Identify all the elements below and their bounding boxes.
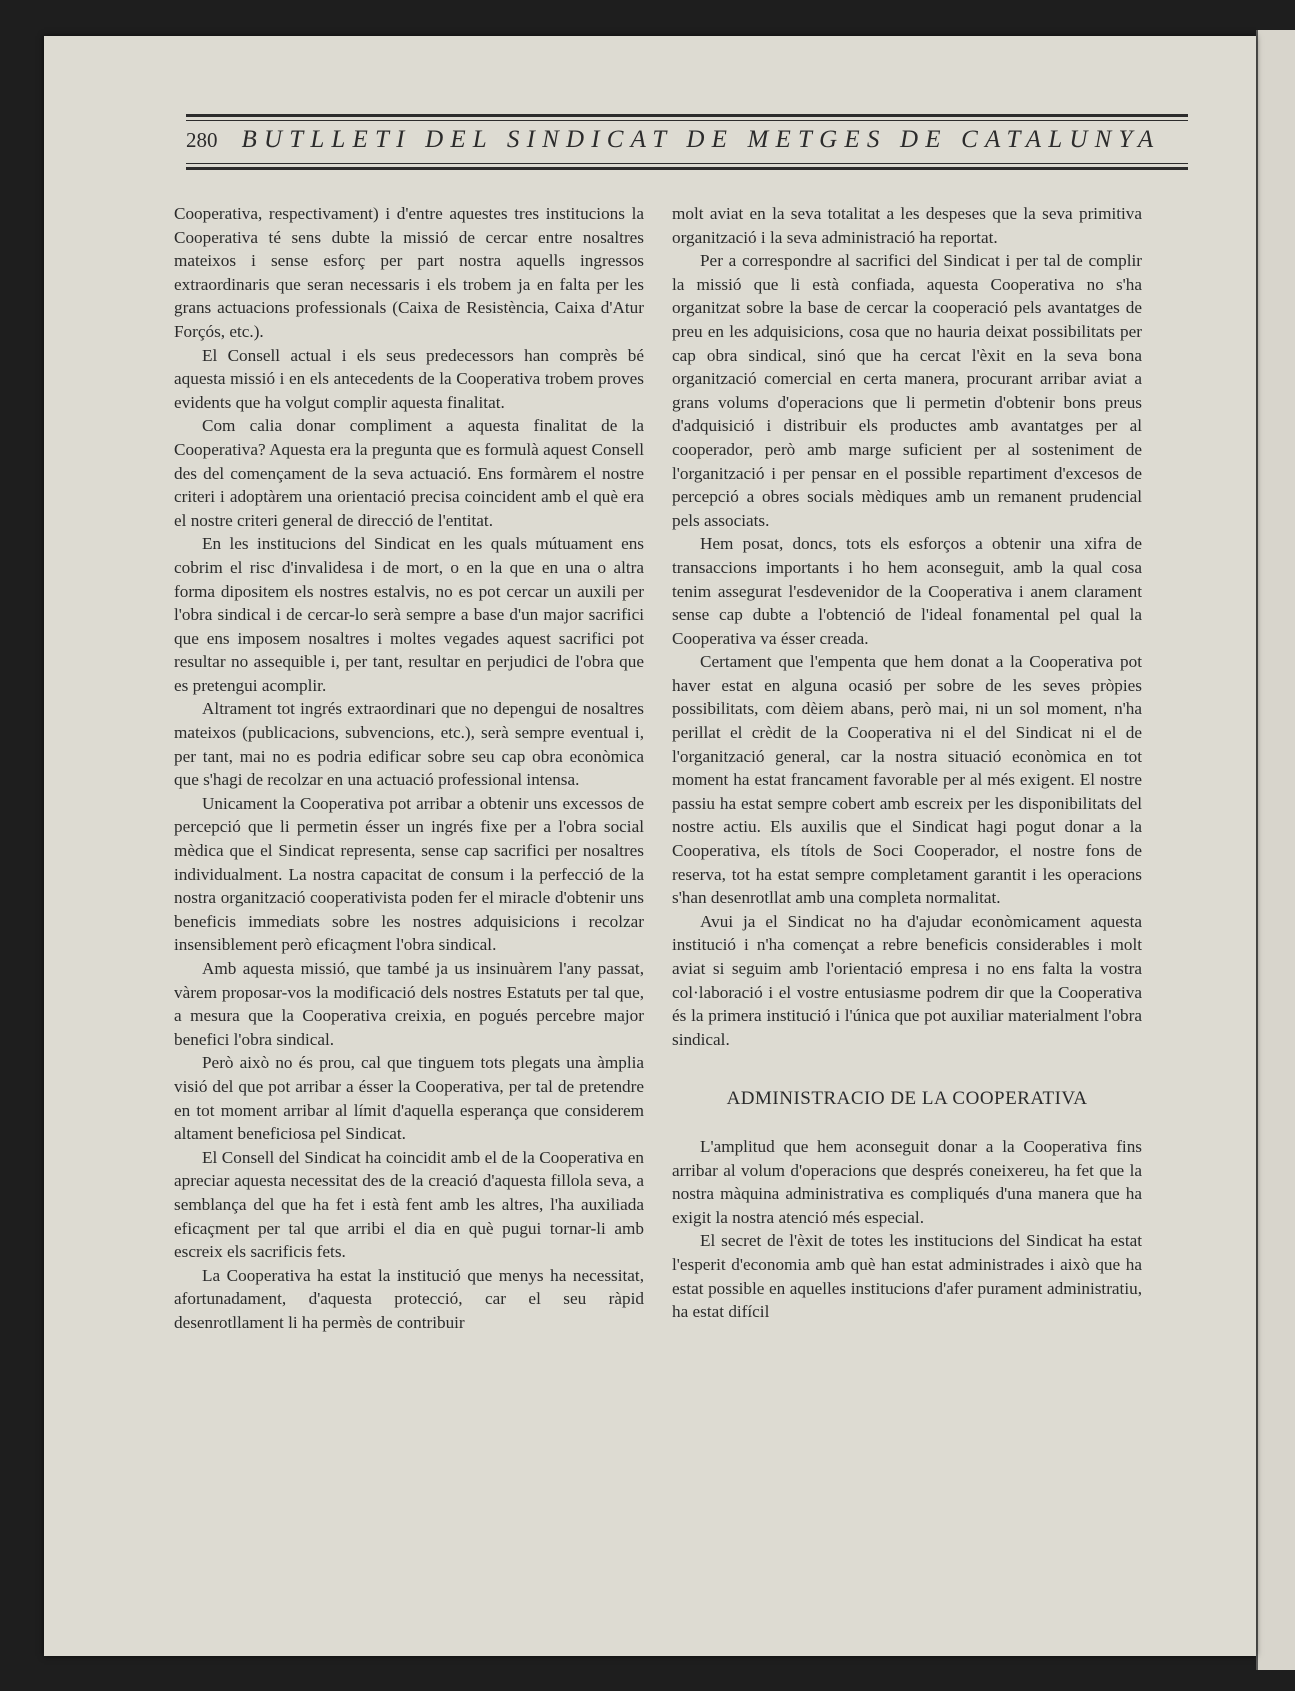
- paragraph: El Consell actual i els seus predecessors han comprès bé aquesta missió i en els antecedents de la Cooperativa trobem proves evidents que ha volgut complir aquesta finalitat.: [174, 345, 644, 412]
- paragraph: Altrament tot ingrés extraordinari que no depengui de nosaltres mateixos (publicacions, subvencions, etc.), serà sempre eventual i, per tant, mai no es podria edificar sobre seu cap obra econòmica que s'hagi de recolzar en una actuació professional intensa.: [174, 699, 644, 790]
- left-column: [174, 202, 644, 1335]
- section-heading: ADMINISTRACIO DE LA COOPERATIVA: [726, 1088, 1088, 1110]
- paragraph: Amb aquesta missió, que també ja us insinuàrem l'any passat, vàrem proposar-vos la modificació dels nostres Estatuts per tal que, a mesura que la Cooperativa creixia, en pogués percebre major benefici l'obra sindical.: [174, 959, 644, 1049]
- paragraph: La Cooperativa ha estat la institució que menys ha necessitat, afortunadament, d'aquesta protecció, car el seu ràpid desenrotllament li ha permès de contribuir: [174, 1265, 644, 1332]
- page-number: 280: [186, 127, 218, 152]
- paragraph: En les institucions del Sindicat en les quals mútuament ens cobrim el risc d'invalidesa i de mort, o en la que en una o altra forma dipositem els nostres estalvis, no es pot cercar un auxili per l'obra sindical i de cercar-lo serà sempre a base d'un major sacrifici que ens imposem nosaltres i moltes vegades aquest sacrifici pot resultar no assequible i, per tant, resultar en perjudici de l'obra que es pretengui acomplir.: [174, 534, 644, 695]
- journal-title: BUTLLETI DEL SINDICAT DE METGES DE CATALUNYA: [241, 126, 1161, 153]
- right-column: [672, 202, 1142, 1324]
- paragraph: Hem posat, doncs, tots els esforços a obtenir una xifra de transaccions importants i ho hem aconseguit, amb la qual cosa tenim assegurat l'esdevenidor de la Cooperativa i anem clarament sense cap dubte a l'obtenció de l'ideal fonamental pel qual la Cooperativa va ésser creada.: [672, 534, 1142, 648]
- paragraph: Avui ja el Sindicat no ha d'ajudar econòmicament aquesta institució i n'ha començat a rebre beneficis considerables i molt aviat si seguim amb l'orientació empresa i no ens falta la vostra col·laboració i el vostre entusiasme podrem dir que la Cooperativa és la primera institució i l'única que pot auxiliar materialment l'obra sindical.: [672, 911, 1142, 1049]
- scan-background-edge: [1256, 30, 1295, 1670]
- paragraph: Unicament la Cooperativa pot arribar a obtenir uns excessos de percepció que li permetin ésser un ingrés fixe per a l'obra social mèdica que el Sindicat representa, sense cap sacrifici per nosaltres individualment. La nostra capacitat de consum i la perfecció de la nostra organització cooperativista poden fer el miracle d'obtenir uns beneficis immediats sobre les nostres adquisicions i recolzar insensiblement però eficaçment l'obra sindical.: [174, 793, 644, 955]
- paragraph: molt aviat en la seva totalitat a les despeses que la seva primitiva organització i la seva administració ha reportat.: [672, 204, 1142, 247]
- paragraph: Certament que l'empenta que hem donat a la Cooperativa pot haver estat en alguna ocasió per sobre de les seves pròpies possibilitats, com dèiem abans, però mai, ni un sol moment, n'ha perillat el crèdit de la Cooperativa ni el del Sindicat ni el de l'organització general, car la nostra situació econòmica en tot moment ha estat francament favorable per al més exigent. El nostre passiu ha estat sempre cobert amb escreix per les disponibilitats del nostre actiu. Els auxilis que el Sindicat hagi pogut donar a la Cooperativa, els títols de Soci Cooperador, el nostre fons de reserva, tot ha estat sempre completament garantit i les operacions s'han desenrotllat amb una completa normalitat.: [672, 652, 1142, 908]
- paragraph: El secret de l'èxit de totes les institucions del Sindicat ha estat l'esperit d'economia amb què han estat administrades i això que ha estat possible en aquelles institucions d'afer purament administratiu, ha estat difícil: [672, 1231, 1142, 1322]
- header-rule-bottom: [186, 167, 1188, 170]
- page-header: [186, 120, 1188, 160]
- paragraph: Per a correspondre al sacrifici del Sindicat i per tal de complir la missió que li està confiada, aquesta Cooperativa no s'ha organitzat sobre la base de cercar la cooperació pels avantatges de preu en les adquisicions, cosa que no hauria deixat possibilitats per cap obra sindical, sinó que ha cercat l'èxit en la seva bona organització comercial en certa manera, procurant arribar aviat a grans volums d'operacions que li permetin d'obtenir bons preus d'adquisició i distribuir els productes amb avantatges per al cooperador, però amb marge suficient per al sosteniment de l'organització i per pensar en el possible repartiment d'excesos de percepció a obres socials mèdiques amb un remanent prudencial pels associats.: [672, 251, 1142, 530]
- header-rule-top: [186, 114, 1188, 117]
- paragraph: L'amplitud que hem aconseguit donar a la Cooperativa fins arribar al volum d'operacions que després coneixereu, ha fet que la nostra màquina administrativa es compliqués d'una manera que ha exigit la nostra atenció més especial.: [672, 1136, 1142, 1227]
- paragraph: El Consell del Sindicat ha coincidit amb el de la Cooperativa en apreciar aquesta necessitat des de la creació d'aquesta fillola seva, a semblança del que ha fet i està fent amb les altres, l'ha auxiliada eficaçment per tal que arribi el dia en què pugui tornar-li amb escreix els sacrificis fets.: [174, 1147, 644, 1262]
- paragraph: Però això no és prou, cal que tinguem tots plegats una àmplia visió del que pot arribar a ésser la Cooperativa, per tal de pretendre en tot moment arribar al límit d'aquella esperança que considerem altament beneficiosa pel Sindicat.: [174, 1053, 644, 1144]
- header-rule-bottom-thin: [186, 163, 1188, 164]
- document-page: [44, 36, 1256, 1656]
- paragraph: Com calia donar compliment a aquesta finalitat de la Cooperativa? Aquesta era la pregunta que es formulà aquest Consell des del començament de la seva actuació. Ens formàrem el nostre criteri i adoptàrem una orientació precisa coincident amb el què era el nostre criteri general de direcció de l'entitat.: [174, 416, 644, 530]
- paragraph: Cooperativa, respectivament) i d'entre aquestes tres institucions la Cooperativa té sens dubte la missió de cercar entre nosaltres mateixos i sense esforç per part nostra aquells ingressos extraordinaris que seran necessaris i els trobem ja en falta per les grans actuacions professionals (Caixa de Resistència, Caixa d'Atur Forçós, etc.).: [174, 204, 644, 341]
